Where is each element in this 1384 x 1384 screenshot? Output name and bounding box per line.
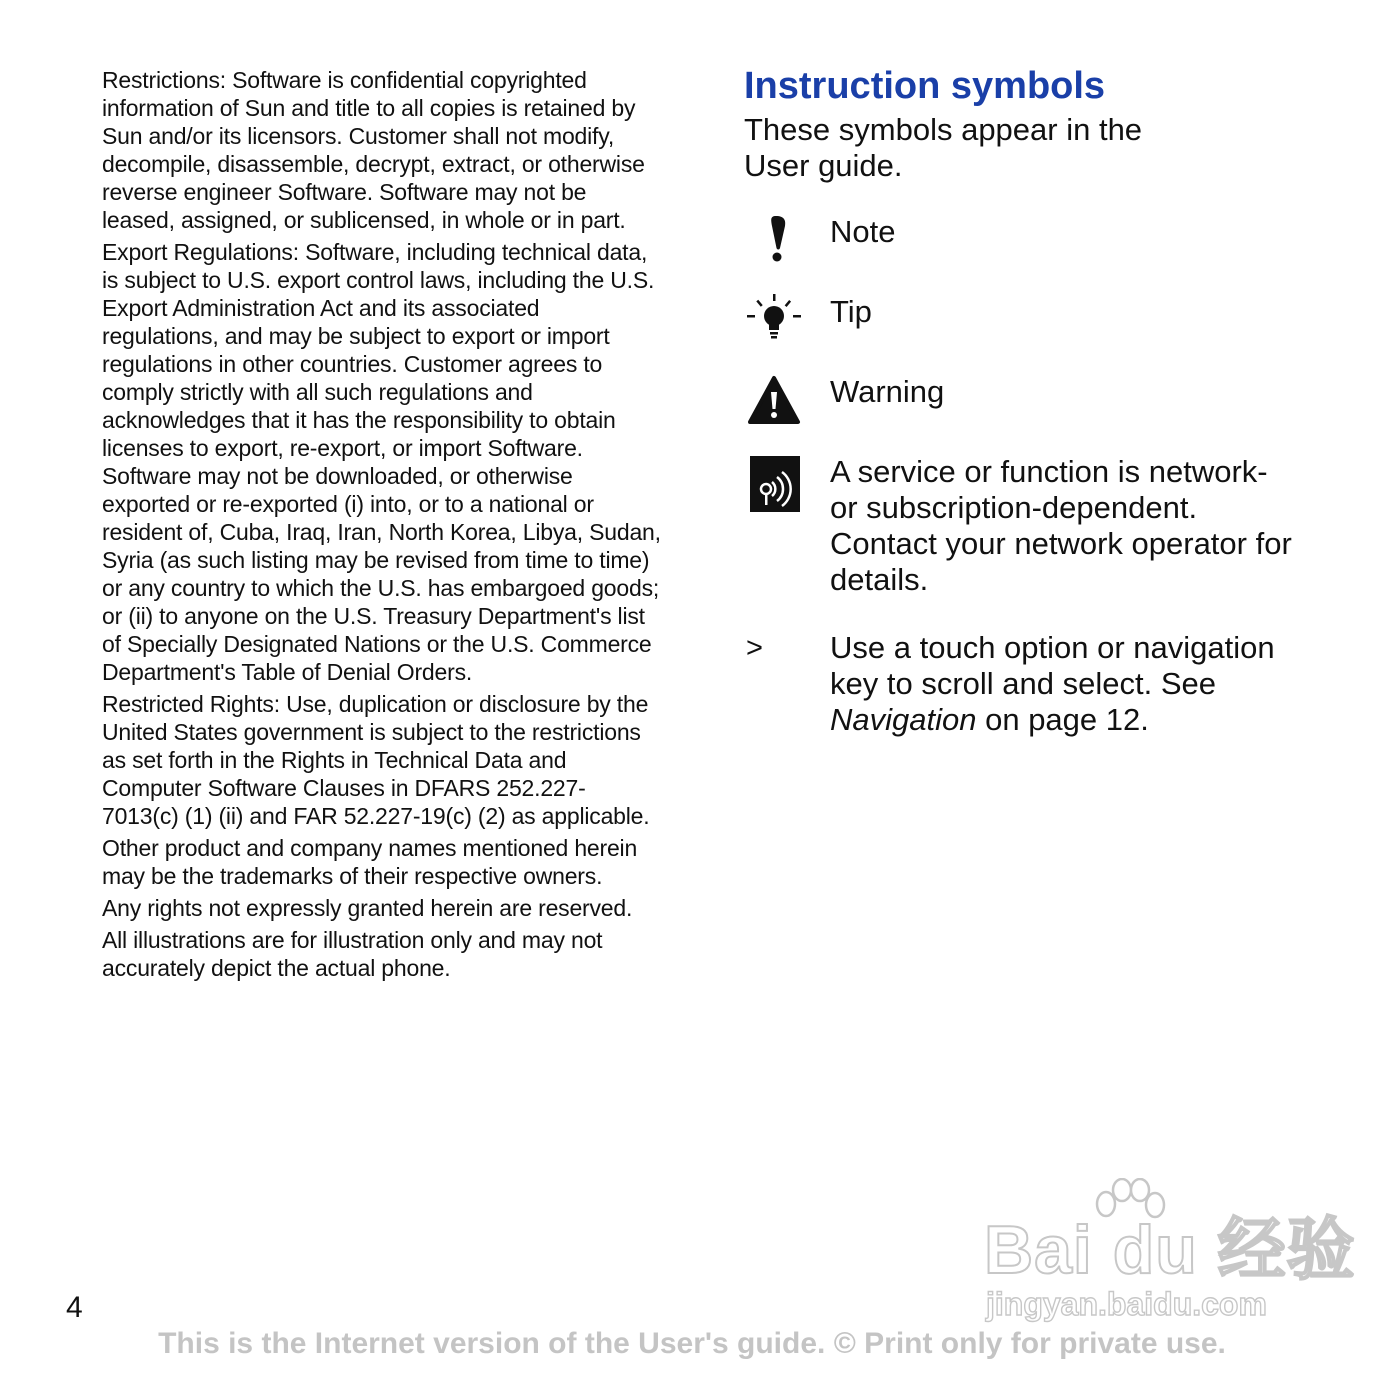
page-number: 4 xyxy=(66,1291,83,1324)
symbol-list xyxy=(744,214,1344,598)
navigation-text-after: on page 12. xyxy=(976,702,1149,737)
navigation-arrow: > xyxy=(746,632,763,664)
symbol-row-warning xyxy=(744,374,1344,422)
lightbulb-icon xyxy=(744,294,830,342)
symbol-label-network-service: A service or function is network- or subscription-dependent. Contact your network operator for details. xyxy=(830,454,1292,597)
navigation-instruction-text xyxy=(830,630,1300,738)
network-service-icon xyxy=(744,454,830,502)
navigation-text-before: Use a touch option or navigation key to scroll and select. See xyxy=(830,630,1275,701)
paragraph-illustrations: All illustrations are for illustration only and may not accurately depict the actual phone. xyxy=(102,927,603,981)
section-heading: Instruction symbols xyxy=(744,65,1106,107)
paragraph-trademarks: Other product and company names mentioned herein may be the trademarks of their respective owners. xyxy=(102,835,638,889)
symbol-row-tip xyxy=(744,294,1344,342)
exclamation-icon xyxy=(744,214,830,262)
instruction-symbols-section xyxy=(744,62,1344,738)
paragraph-restrictions: Restrictions: Software is confidential copyrighted information of Sun and title to all copies is retained by Sun and/or its licensors. Customer shall not modify, decompile, disassemble, decrypt, extract, or otherwise reverse engineer Software. Software may not be leased, assigned, or sublicensed, in whole or in part. xyxy=(102,67,645,233)
paragraph-export-regulations: Export Regulations: Software, including technical data, is subject to U.S. export control laws, including the U.S. Export Administration Act and its associated regulations, and may be subject to export or import regulations in other countries. Customer agrees to comply strictly with all such regulations and acknowledges that it has the responsibility to obtain licenses to export, re-export, or import Software. Software may not be downloaded, or otherwise exported or re-exported (i) into, or to a national or resident of, Cuba, Iraq, Iran, North Korea, Libya, Sudan, Syria (as such listing may be revised from time to time) or any country to which the U.S. has embargoed goods; or (ii) to anyone on the U.S. Treasury Department's list of Specially Designated Nations or the U.S. Commerce Department's Table of Denial Orders. xyxy=(102,239,661,685)
paragraph-restricted-rights: Restricted Rights: Use, duplication or disclosure by the United States government is subject to the restrictions as set forth in the Rights in Technical Data and Computer Software Clauses in DFARS 252.227-7013(c) (1) (ii) and FAR 52.227-19(c) (2) as applicable. xyxy=(102,691,650,829)
navigation-page-link[interactable]: Navigation xyxy=(830,702,977,737)
symbol-label-note: Note xyxy=(830,214,896,249)
watermark-url: jingyan.baidu.com xyxy=(986,1286,1267,1322)
warning-triangle-icon xyxy=(744,374,830,422)
symbol-row-note xyxy=(744,214,1344,262)
legal-text-column xyxy=(102,66,662,986)
baidu-watermark xyxy=(980,1178,1356,1328)
paragraph-rights-reserved: Any rights not expressly granted herein are reserved. xyxy=(102,895,633,921)
section-intro: These symbols appear in the User guide. xyxy=(744,112,1143,183)
navigation-instruction-row xyxy=(744,630,1344,738)
watermark-brand: Bai du 经验 xyxy=(984,1212,1356,1288)
symbol-label-warning: Warning xyxy=(830,374,945,409)
symbol-row-network-service xyxy=(744,454,1344,598)
symbol-label-tip: Tip xyxy=(830,294,872,329)
footer-notice: This is the Internet version of the User's guide. © Print only for private use. xyxy=(158,1327,1226,1360)
